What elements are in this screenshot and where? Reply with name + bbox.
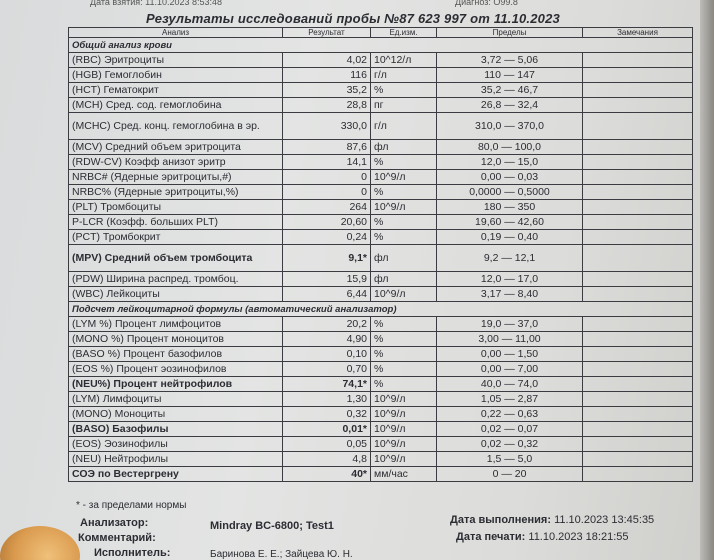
test-unit: 10^9/л [371, 407, 437, 422]
test-limits: 3,00 — 11,00 [437, 332, 583, 347]
table-row [69, 53, 693, 68]
table-row [69, 200, 693, 215]
test-result: 0 [283, 170, 371, 185]
test-remarks [583, 452, 693, 467]
test-remarks [583, 185, 693, 200]
test-name: NRBC# (Ядерные эритроциты,#) [69, 170, 283, 185]
test-remarks [583, 68, 693, 83]
table-row [69, 437, 693, 452]
test-remarks [583, 317, 693, 332]
test-unit: фл [371, 272, 437, 287]
col-result: Результат [283, 28, 371, 38]
test-limits: 3,72 — 5,06 [437, 53, 583, 68]
table-row [69, 155, 693, 170]
test-result: 330,0 [283, 113, 371, 140]
test-unit: 10^9/л [371, 200, 437, 215]
fingertip [0, 526, 80, 560]
test-name: (BASO %) Процент базофилов [69, 347, 283, 362]
test-result: 264 [283, 200, 371, 215]
test-remarks [583, 392, 693, 407]
test-remarks [583, 377, 693, 392]
test-unit: 10^9/л [371, 392, 437, 407]
test-limits: 9,2 — 12,1 [437, 245, 583, 272]
test-name: (MONO %) Процент моноцитов [69, 332, 283, 347]
performer-value: Баринова Е. Е.; Зайцева Ю. Н. [210, 549, 353, 560]
test-name: (MPV) Средний объем тромбоцита [69, 245, 283, 272]
test-result: 15,9 [283, 272, 371, 287]
test-result: 4,02 [283, 53, 371, 68]
test-limits: 310,0 — 370,0 [437, 113, 583, 140]
table-row [69, 422, 693, 437]
test-result: 9,1* [283, 245, 371, 272]
test-unit: % [371, 317, 437, 332]
test-name: (PDW) Ширина распред. тромбоц. [69, 272, 283, 287]
col-limits: Пределы [437, 28, 583, 38]
table-row [69, 377, 693, 392]
test-name: (RBC) Эритроциты [69, 53, 283, 68]
test-result: 20,60 [283, 215, 371, 230]
test-name: P-LCR (Коэфф. больших PLT) [69, 215, 283, 230]
top-strip [0, 0, 706, 10]
test-remarks [583, 467, 693, 482]
test-remarks [583, 245, 693, 272]
test-limits: 0,19 — 0,40 [437, 230, 583, 245]
test-remarks [583, 113, 693, 140]
table-row [69, 272, 693, 287]
test-remarks [583, 332, 693, 347]
comment-label: Комментарий: [78, 532, 156, 544]
test-result: 0,01* [283, 422, 371, 437]
test-unit: % [371, 83, 437, 98]
test-unit: % [371, 185, 437, 200]
test-name: (BASO) Базофилы [69, 422, 283, 437]
test-unit: 10^9/л [371, 170, 437, 185]
test-limits: 0,00 — 0,03 [437, 170, 583, 185]
test-remarks [583, 200, 693, 215]
test-unit: 10^9/л [371, 452, 437, 467]
table-row [69, 392, 693, 407]
test-limits: 1,5 — 5,0 [437, 452, 583, 467]
test-limits: 180 — 350 [437, 200, 583, 215]
diagnosis: Диагноз: O99.8 [455, 0, 518, 7]
test-limits: 19,0 — 37,0 [437, 317, 583, 332]
test-unit: % [371, 362, 437, 377]
test-result: 0,70 [283, 362, 371, 377]
test-unit: мм/час [371, 467, 437, 482]
table-row [69, 140, 693, 155]
test-limits: 0,00 — 7,00 [437, 362, 583, 377]
test-unit: % [371, 377, 437, 392]
table-row [69, 185, 693, 200]
test-result: 6,44 [283, 287, 371, 302]
table-row [69, 317, 693, 332]
col-remarks: Замечания [583, 28, 693, 38]
test-unit: % [371, 215, 437, 230]
test-result: 40* [283, 467, 371, 482]
table-row [69, 332, 693, 347]
table-header-row [69, 28, 693, 38]
test-unit: г/л [371, 68, 437, 83]
analyzer-label: Анализатор: [80, 517, 149, 529]
table-row [69, 68, 693, 83]
test-unit: фл [371, 245, 437, 272]
test-result: 0,32 [283, 407, 371, 422]
test-unit: % [371, 155, 437, 170]
test-result: 28,8 [283, 98, 371, 113]
test-unit: 10^9/л [371, 287, 437, 302]
test-name: (PLT) Тромбоциты [69, 200, 283, 215]
test-result: 4,8 [283, 452, 371, 467]
execution-date [450, 514, 654, 526]
test-name: (EOS) Эозинофилы [69, 437, 283, 452]
test-remarks [583, 230, 693, 245]
test-remarks [583, 170, 693, 185]
test-name: (WBC) Лейкоциты [69, 287, 283, 302]
test-unit: 10^9/л [371, 437, 437, 452]
test-result: 14,1 [283, 155, 371, 170]
test-remarks [583, 83, 693, 98]
test-result: 87,6 [283, 140, 371, 155]
table-row [69, 113, 693, 140]
section-header-row [69, 38, 693, 53]
print-date [456, 531, 629, 543]
test-limits: 26,8 — 32,4 [437, 98, 583, 113]
test-unit: 10^9/л [371, 422, 437, 437]
print-date-label: Дата печати: [456, 531, 526, 543]
table-row [69, 452, 693, 467]
test-name: СОЭ по Вестергрену [69, 467, 283, 482]
table-row [69, 83, 693, 98]
test-result: 1,30 [283, 392, 371, 407]
test-unit: г/л [371, 113, 437, 140]
test-name: (NEU) Нейтрофилы [69, 452, 283, 467]
print-date-value: 11.10.2023 18:21:55 [528, 531, 629, 543]
col-unit: Ед.изм. [371, 28, 437, 38]
test-name: (MCHC) Сред. конц. гемоглобина в эр. [69, 113, 283, 140]
test-limits: 12,0 — 17,0 [437, 272, 583, 287]
test-unit: фл [371, 140, 437, 155]
table-row [69, 347, 693, 362]
test-name: NRBC% (Ядерные эритроциты,%) [69, 185, 283, 200]
test-name: (HGB) Гемоглобин [69, 68, 283, 83]
table-row [69, 287, 693, 302]
test-result: 20,2 [283, 317, 371, 332]
test-remarks [583, 215, 693, 230]
test-limits: 0,02 — 0,32 [437, 437, 583, 452]
test-result: 4,90 [283, 332, 371, 347]
out-of-range-note: * - за пределами нормы [76, 500, 187, 511]
test-limits: 80,0 — 100,0 [437, 140, 583, 155]
test-result: 35,2 [283, 83, 371, 98]
execution-date-label: Дата выполнения: [450, 514, 551, 526]
test-name: (NEU%) Процент нейтрофилов [69, 377, 283, 392]
test-limits: 19,60 — 42,60 [437, 215, 583, 230]
test-limits: 0 — 20 [437, 467, 583, 482]
test-limits: 0,0000 — 0,5000 [437, 185, 583, 200]
test-limits: 40,0 — 74,0 [437, 377, 583, 392]
test-remarks [583, 287, 693, 302]
test-remarks [583, 155, 693, 170]
test-name: (MCV) Средний объем эритроцита [69, 140, 283, 155]
test-limits: 3,17 — 8,40 [437, 287, 583, 302]
table-row [69, 407, 693, 422]
results-table [68, 27, 693, 482]
table-row [69, 467, 693, 482]
test-result: 74,1* [283, 377, 371, 392]
test-remarks [583, 362, 693, 377]
table-row [69, 170, 693, 185]
test-remarks [583, 98, 693, 113]
execution-date-value: 11.10.2023 13:45:35 [554, 514, 655, 526]
test-remarks [583, 272, 693, 287]
report-title: Результаты исследований пробы №87 623 997 от 11.10.2023 [146, 11, 560, 26]
table-row [69, 215, 693, 230]
test-unit: % [371, 230, 437, 245]
test-remarks [583, 53, 693, 68]
section-title: Общий анализ крови [69, 38, 693, 53]
test-result: 116 [283, 68, 371, 83]
test-remarks [583, 422, 693, 437]
test-limits: 1,05 — 2,87 [437, 392, 583, 407]
col-analysis: Анализ [69, 28, 283, 38]
test-limits: 0,00 — 1,50 [437, 347, 583, 362]
test-remarks [583, 407, 693, 422]
table-row [69, 230, 693, 245]
test-remarks [583, 347, 693, 362]
test-unit: 10^12/л [371, 53, 437, 68]
test-name: (EOS %) Процент эозинофилов [69, 362, 283, 377]
sample-date: Дата взятия: 11.10.2023 8:53:48 [90, 0, 223, 7]
test-limits: 110 — 147 [437, 68, 583, 83]
test-result: 0,05 [283, 437, 371, 452]
test-remarks [583, 437, 693, 452]
paper-edge-shadow [700, 0, 714, 560]
test-name: (HCT) Гематокрит [69, 83, 283, 98]
test-result: 0,10 [283, 347, 371, 362]
section-title: Подсчет лейкоцитарной формулы (автоматический анализатор) [69, 302, 693, 317]
test-result: 0 [283, 185, 371, 200]
test-name: (LYM) Лимфоциты [69, 392, 283, 407]
test-limits: 0,02 — 0,07 [437, 422, 583, 437]
table-row [69, 98, 693, 113]
test-remarks [583, 140, 693, 155]
test-name: (MCH) Сред. сод. гемоглобина [69, 98, 283, 113]
test-result: 0,24 [283, 230, 371, 245]
test-limits: 0,22 — 0,63 [437, 407, 583, 422]
table-row [69, 245, 693, 272]
test-limits: 12,0 — 15,0 [437, 155, 583, 170]
test-name: (LYM %) Процент лимфоцитов [69, 317, 283, 332]
test-unit: пг [371, 98, 437, 113]
section-header-row [69, 302, 693, 317]
test-name: (MONO) Моноциты [69, 407, 283, 422]
analyzer-value: Mindray BC-6800; Test1 [210, 520, 334, 532]
test-name: (PCT) Тромбокрит [69, 230, 283, 245]
table-row [69, 362, 693, 377]
test-name: (RDW-CV) Коэфф анизот эритр [69, 155, 283, 170]
performer-label: Исполнитель: [94, 547, 171, 559]
test-limits: 35,2 — 46,7 [437, 83, 583, 98]
test-unit: % [371, 347, 437, 362]
test-unit: % [371, 332, 437, 347]
